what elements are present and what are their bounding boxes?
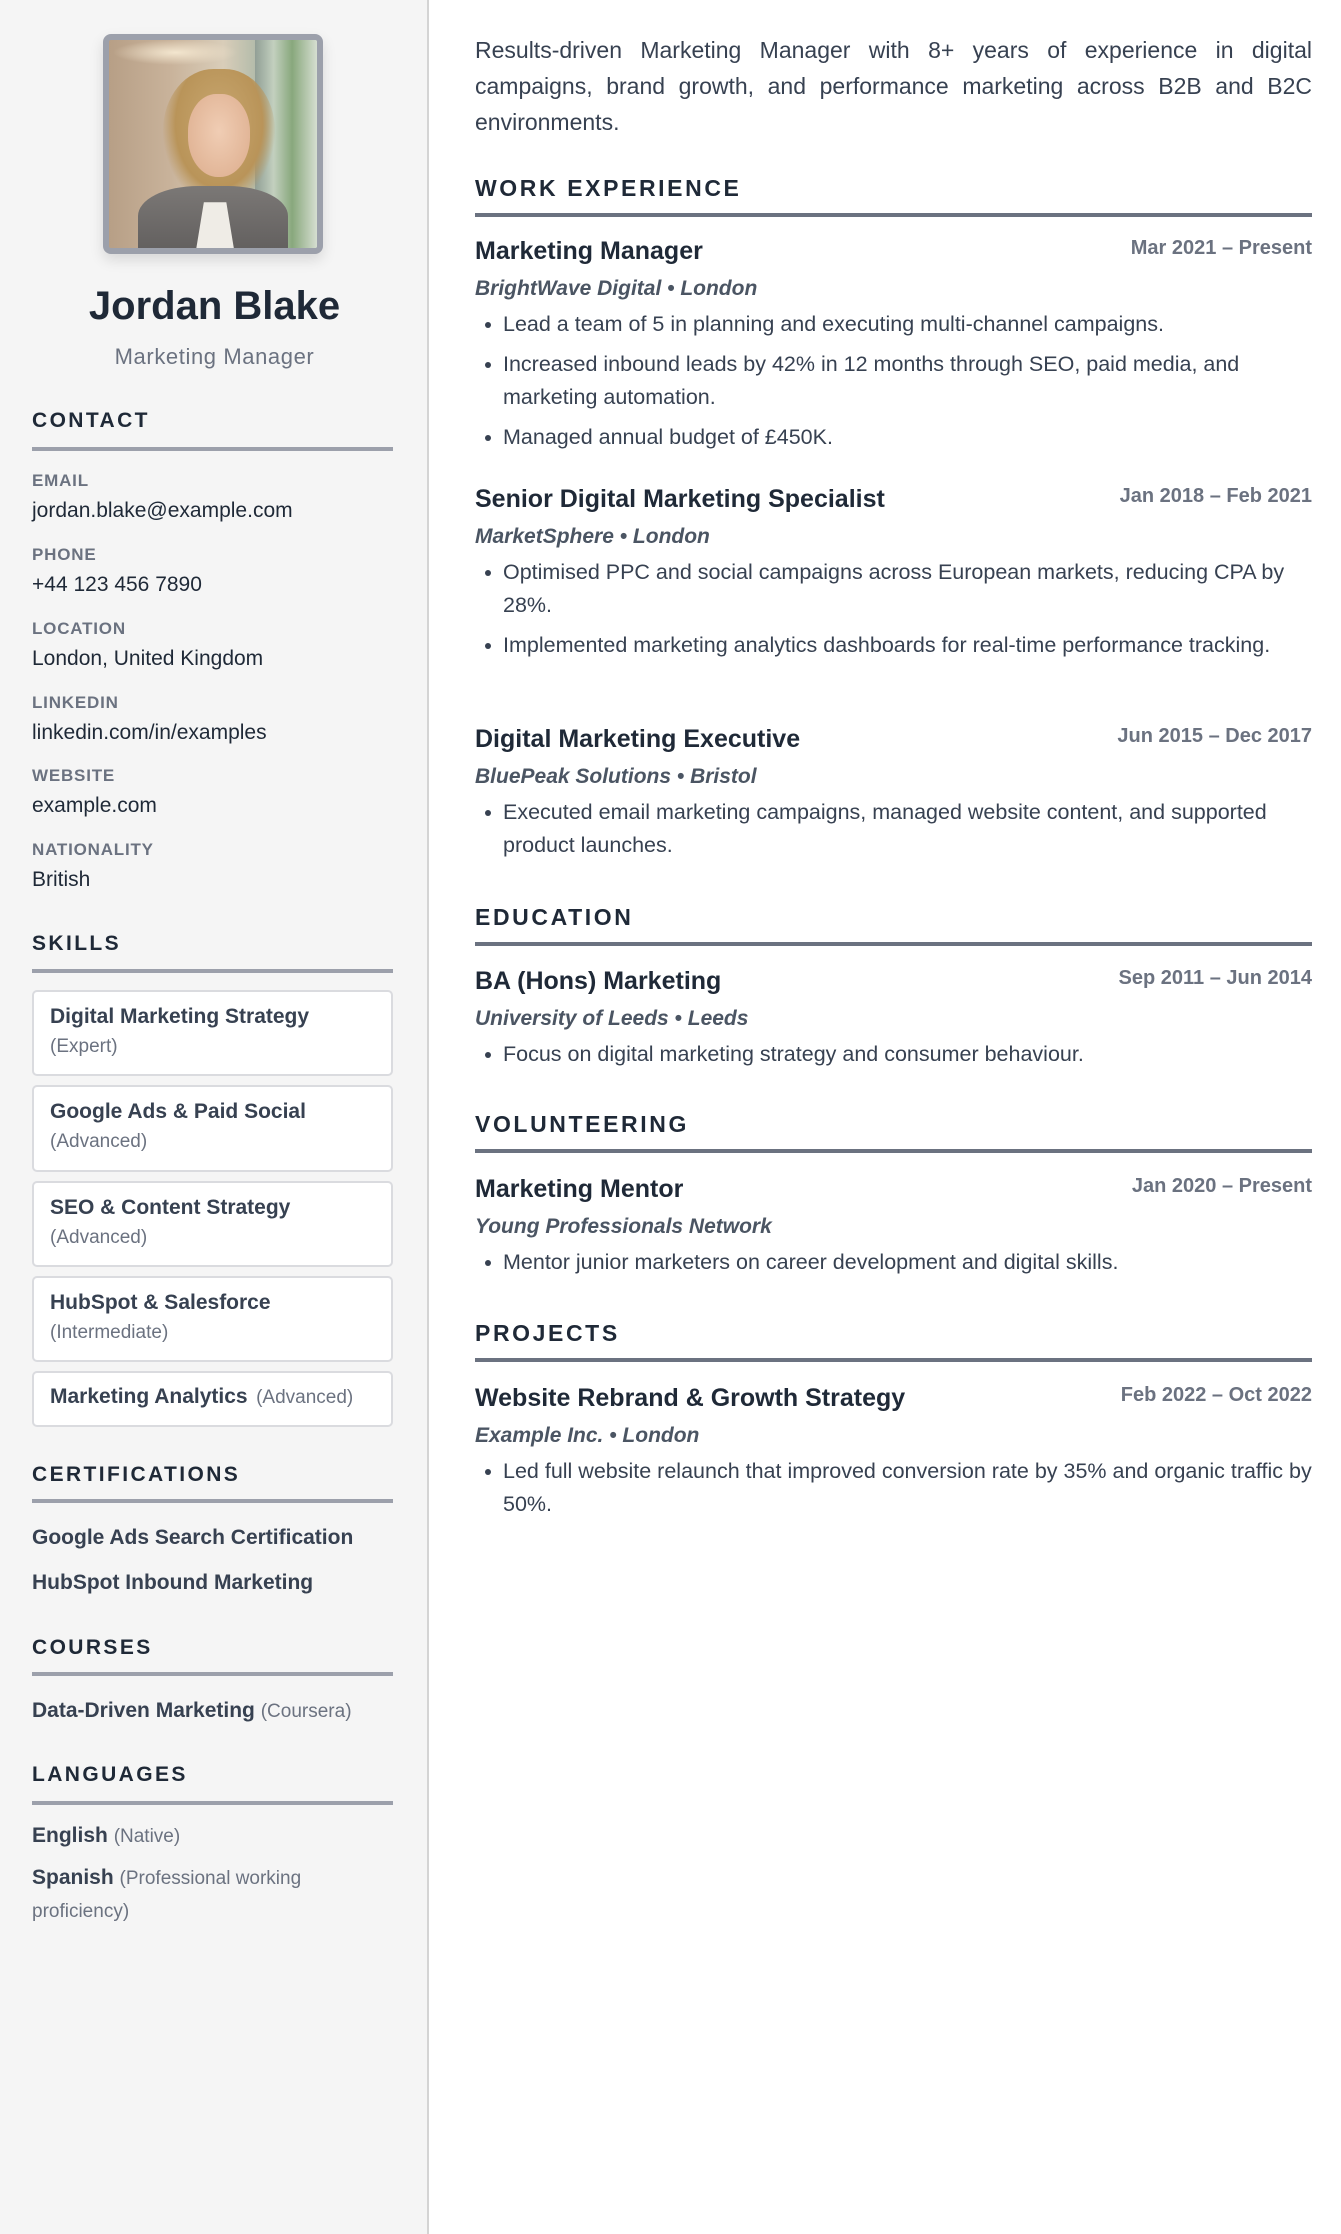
volunteering-entry [475,1171,1312,1286]
certification-item: Google Ads Search Certification [32,1526,354,1549]
candidate-name: Jordan Blake [88,284,341,328]
entry-organization: University of Leeds • Leeds [475,1007,749,1030]
entry-organization: BluePeak Solutions • Bristol [475,765,757,788]
bullet-item: Led full website relaunch that improved conversion rate by 35% and organic traffic by 50%. [475,1455,1312,1521]
bullet-item: Lead a team of 5 in planning and executing multi-channel campaigns. [475,308,1312,341]
course-item [32,1697,352,1726]
bullet-item: Mentor junior marketers on career development and digital skills. [475,1246,1312,1279]
skill-item [32,1181,393,1267]
entry-date: Jan 2020 – Present [1131,1175,1312,1197]
bullet-item: Focus on digital marketing strategy and consumer behaviour. [475,1038,1312,1071]
skill-level: (Advanced) [50,1131,148,1152]
languages-divider [32,1801,393,1805]
entry-title: Marketing Mentor [475,1175,684,1203]
entry-bullets [475,1455,1312,1521]
contact-divider [32,447,393,451]
location-label: LOCATION [32,619,126,638]
certifications-heading: CERTIFICATIONS [32,1463,241,1486]
location-value: London, United Kingdom [32,647,264,670]
entry-title: Digital Marketing Executive [475,725,801,753]
phone-value[interactable]: +44 123 456 7890 [32,573,202,596]
courses-divider [32,1672,393,1676]
email-label: EMAIL [32,471,89,490]
entry-title: BA (Hons) Marketing [475,967,722,995]
email-value[interactable]: jordan.blake@example.com [32,499,293,522]
work-experience-heading: WORK EXPERIENCE [475,175,742,201]
skill-name: Google Ads & Paid Social [50,1100,306,1123]
nationality-label: NATIONALITY [32,840,154,859]
work-entry [475,481,1312,669]
courses-heading: COURSES [32,1636,153,1659]
work-experience-divider [475,213,1312,217]
volunteering-divider [475,1149,1312,1153]
skill-level: (Advanced) [256,1387,354,1408]
summary: Results-driven Marketing Manager with 8+ years of experience in digital campaigns, brand growth, and performance marketing across B2B and B2C environments. [475,37,1312,135]
entry-bullets [475,308,1312,454]
skill-item [32,990,393,1076]
avatar [103,34,323,254]
projects-heading: PROJECTS [475,1320,620,1346]
course-provider: (Coursera) [260,1701,352,1722]
education-divider [475,942,1312,946]
nationality-value: British [32,868,91,891]
entry-organization: BrightWave Digital • London [475,277,758,300]
entry-title: Website Rebrand & Growth Strategy [475,1384,906,1412]
language-level: (Native) [113,1826,181,1847]
website-label: WEBSITE [32,766,116,785]
skill-item [32,1085,393,1172]
entry-bullets [475,796,1312,862]
bullet-item: Increased inbound leads by 42% in 12 months through SEO, paid media, and marketing automation. [475,348,1312,414]
work-entry [475,721,1312,869]
linkedin-value[interactable]: linkedin.com/in/examples [32,721,267,744]
language-item [32,1820,372,1853]
entry-organization: MarketSphere • London [475,525,710,548]
skill-item [32,1276,393,1362]
education-entry [475,963,1312,1078]
skill-level: (Advanced) [50,1227,148,1248]
bullet-item: Optimised PPC and social campaigns across European markets, reducing CPA by 28%. [475,556,1312,622]
entry-date: Sep 2011 – Jun 2014 [1118,967,1312,989]
phone-label: PHONE [32,545,97,564]
website-value[interactable]: example.com [32,794,157,817]
bullet-item: Implemented marketing analytics dashboards for real-time performance tracking. [475,629,1312,662]
profile-photo [109,40,317,248]
volunteering-heading: VOLUNTEERING [475,1111,689,1137]
entry-title: Marketing Manager [475,237,703,265]
entry-date: Mar 2021 – Present [1130,237,1312,259]
entry-title: Senior Digital Marketing Specialist [475,485,885,513]
entry-date: Feb 2022 – Oct 2022 [1120,1384,1312,1406]
language-level: (Professional working proficiency) [32,1868,302,1922]
language-name: English [32,1824,108,1847]
languages-heading: LANGUAGES [32,1763,188,1786]
language-item [32,1862,372,1928]
projects-divider [475,1358,1312,1362]
skill-name: SEO & Content Strategy [50,1196,291,1219]
sidebar [0,0,429,2234]
bullet-item: Executed email marketing campaigns, managed website content, and supported product launches. [475,796,1312,862]
contact-heading: CONTACT [32,409,150,432]
entry-organization: Young Professionals Network [475,1215,772,1238]
entry-date: Jan 2018 – Feb 2021 [1119,485,1312,507]
work-entry [475,233,1312,461]
skill-level: (Intermediate) [50,1322,169,1343]
project-entry [475,1380,1312,1528]
entry-date: Jun 2015 – Dec 2017 [1117,725,1312,747]
certification-item: HubSpot Inbound Marketing [32,1571,314,1594]
skills-divider [32,969,393,973]
course-name: Data-Driven Marketing [32,1699,255,1722]
candidate-title: Marketing Manager [114,344,315,369]
skill-level: (Expert) [50,1036,118,1057]
entry-bullets [475,1038,1312,1071]
skill-name: Digital Marketing Strategy [50,1005,310,1028]
skill-name: HubSpot & Salesforce [50,1291,271,1314]
entry-bullets [475,1246,1312,1279]
bullet-item: Managed annual budget of £450K. [475,421,1312,454]
skill-name: Marketing Analytics [50,1385,248,1408]
linkedin-label: LINKEDIN [32,693,119,712]
language-name: Spanish [32,1866,114,1889]
education-heading: EDUCATION [475,904,634,930]
entry-organization: Example Inc. • London [475,1424,700,1447]
entry-bullets [475,556,1312,662]
certifications-divider [32,1499,393,1503]
skills-heading: SKILLS [32,932,122,955]
skill-item [32,1371,393,1427]
